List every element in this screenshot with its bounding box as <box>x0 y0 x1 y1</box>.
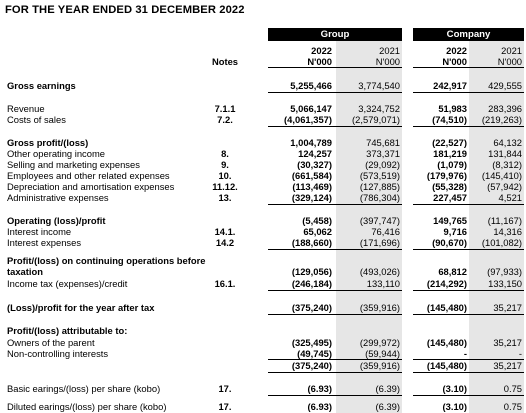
year-company-2021: 2021 <box>501 45 522 56</box>
rule <box>413 92 524 93</box>
unit-company-2021: N'000 <box>497 56 522 67</box>
row-label: Gross earnings <box>7 80 76 91</box>
rule <box>268 372 402 373</box>
row-label: Gross profit/(loss) <box>7 137 89 148</box>
table-row <box>0 226 526 237</box>
unit-group-2022: N'000 <box>307 56 332 67</box>
row-label: Non-controlling interests <box>7 348 109 359</box>
group-2022-value: (375,240) <box>291 360 332 371</box>
company-2021-value: 0.75 <box>503 383 522 394</box>
row-label: Basic earings/(loss) per share (kobo) <box>7 383 161 394</box>
group-2022-value: (325,495) <box>291 337 332 348</box>
row-note: 17. <box>218 383 232 394</box>
year-group-2021: 2021 <box>379 45 400 56</box>
table-row <box>0 215 526 226</box>
table-row <box>0 181 526 192</box>
rule <box>268 395 402 396</box>
company-2021-value: 133,150 <box>488 278 522 289</box>
row-note: 7.2. <box>217 114 233 125</box>
group-2021-value: (6.39) <box>375 383 400 394</box>
group-2022-value: (329,124) <box>291 192 332 203</box>
notes-header: Notes <box>211 56 239 67</box>
row-note: 7.1.1 <box>214 103 236 114</box>
group-2021-value: (29,092) <box>365 159 400 170</box>
row-label: Depreciation and amortisation expenses <box>7 181 175 192</box>
group-2022-value: (4,061,357) <box>284 114 332 125</box>
unit-group-2021: N'000 <box>375 56 400 67</box>
group-2021-value: (2,579,071) <box>352 114 400 125</box>
company-2022-value: - <box>463 348 467 359</box>
statement-title: FOR THE YEAR ENDED 31 DECEMBER 2022 <box>5 4 245 16</box>
company-2021-value: 35,217 <box>493 360 522 371</box>
row-label: Operating (loss)/profit <box>7 215 106 226</box>
company-2021-value: (57,942) <box>487 181 522 192</box>
group-2021-value: 76,416 <box>371 226 400 237</box>
table-row <box>0 348 526 359</box>
company-2021-value: (8,312) <box>492 159 522 170</box>
year-company-2022: 2022 <box>446 45 467 56</box>
row-label: (Loss)/profit for the year after tax <box>7 302 155 313</box>
company-2021-value: 0.75 <box>503 401 522 412</box>
group-2022-value: (30,327) <box>297 159 332 170</box>
row-label: Diluted earings/(loss) per share (kobo) <box>7 401 167 412</box>
group-2022-value: (661,584) <box>291 170 332 181</box>
group-2022-value: 1,004,789 <box>290 137 332 148</box>
group-2021-value: (786,304) <box>359 192 400 203</box>
rule <box>268 126 402 127</box>
company-2021-value: 283,396 <box>488 103 522 114</box>
group-header: Group <box>268 28 402 41</box>
company-2022-value: 242,917 <box>433 80 467 91</box>
year-header-row <box>0 45 526 56</box>
group-2022-value: 5,255,466 <box>290 80 332 91</box>
company-2022-value: (214,292) <box>426 278 467 289</box>
company-header: Company <box>413 28 524 41</box>
group-2022-value: (188,660) <box>291 237 332 248</box>
row-note: 17. <box>218 401 232 412</box>
row-note: 14.1. <box>214 226 236 237</box>
table-row <box>0 159 526 170</box>
row-note: 16.1. <box>214 278 236 289</box>
company-2022-value: (145,480) <box>426 360 467 371</box>
table-row <box>0 137 526 148</box>
rule <box>413 395 524 396</box>
company-2022-value: (90,670) <box>432 237 467 248</box>
company-2022-value: (1,079) <box>437 159 467 170</box>
company-2022-value: 9,716 <box>443 226 467 237</box>
group-2021-value: (359,916) <box>359 302 400 313</box>
table-row <box>0 192 526 203</box>
row-label: Revenue <box>7 103 45 114</box>
table-row <box>0 266 526 277</box>
company-2022-value: (74,510) <box>432 114 467 125</box>
row-label: Profit/(loss) attributable to: <box>7 325 128 336</box>
rule <box>268 290 402 291</box>
group-2021-value: (299,972) <box>359 337 400 348</box>
company-2022-value: (55,328) <box>432 181 467 192</box>
group-2021-value: 745,681 <box>366 137 400 148</box>
company-2022-value: (22,527) <box>432 137 467 148</box>
row-note: 14.2 <box>215 237 235 248</box>
group-2022-value: (5,458) <box>302 215 332 226</box>
table-row <box>0 401 526 412</box>
row-label: Administrative expenses <box>7 192 109 203</box>
unit-company-2022: N'000 <box>442 56 467 67</box>
row-label: Costs of sales <box>7 114 66 125</box>
group-2021-value: (59,944) <box>365 348 400 359</box>
company-2022-value: (3.10) <box>442 401 467 412</box>
row-note: 9. <box>221 159 229 170</box>
row-label: Profit/(loss) on continuing operations before <box>7 255 206 266</box>
row-label: Owners of the parent <box>7 337 95 348</box>
year-group-2022: 2022 <box>311 45 332 56</box>
table-row <box>0 325 526 336</box>
rule <box>413 290 524 291</box>
row-label: Employees and other related expenses <box>7 170 170 181</box>
table-row <box>0 103 526 114</box>
group-2022-value: (129,056) <box>291 266 332 277</box>
company-2021-value: 429,555 <box>488 80 522 91</box>
group-2022-value: 65,062 <box>303 226 332 237</box>
company-2022-value: (179,976) <box>426 170 467 181</box>
group-2021-value: 3,324,752 <box>358 103 400 114</box>
group-2021-value: (6.39) <box>375 401 400 412</box>
rule <box>413 126 524 127</box>
group-2021-value: (127,885) <box>359 181 400 192</box>
company-2021-value: (145,410) <box>481 170 522 181</box>
company-2022-value: (145,480) <box>426 337 467 348</box>
company-2022-value: (145,480) <box>426 302 467 313</box>
row-label: Interest expenses <box>7 237 82 248</box>
company-2022-value: 51,983 <box>438 103 467 114</box>
group-2021-value: (493,026) <box>359 266 400 277</box>
company-2021-value: 64,132 <box>493 137 522 148</box>
company-2021-value: (11,167) <box>487 215 522 226</box>
company-2021-value: - <box>518 348 522 359</box>
table-row <box>0 148 526 159</box>
group-2021-value: (359,916) <box>359 360 400 371</box>
group-2021-value: 133,110 <box>366 278 400 289</box>
table-row <box>0 170 526 181</box>
company-2022-value: 149,765 <box>433 215 467 226</box>
company-2022-value: 68,812 <box>438 266 467 277</box>
table-row <box>0 278 526 289</box>
company-2021-value: (97,933) <box>487 266 522 277</box>
group-2022-value: (6.93) <box>307 401 332 412</box>
rule <box>413 249 524 250</box>
group-2021-value: (573,519) <box>359 170 400 181</box>
rule <box>268 249 402 250</box>
table-row <box>0 237 526 248</box>
header-rule-group <box>268 67 402 68</box>
row-note: 8. <box>221 148 229 159</box>
row-label: Interest income <box>7 226 72 237</box>
table-row <box>0 302 526 313</box>
table-row <box>0 383 526 394</box>
row-note: 13. <box>218 192 232 203</box>
company-2021-value: 131,844 <box>488 148 522 159</box>
company-2021-value: 14,316 <box>493 226 522 237</box>
table-row <box>0 255 526 266</box>
table-row <box>0 114 526 125</box>
rule <box>268 314 402 315</box>
company-2021-value: 4,521 <box>498 192 522 203</box>
row-note: 11.12. <box>212 181 238 192</box>
group-2021-value: 373,371 <box>366 148 400 159</box>
header-rule-company <box>413 67 524 68</box>
company-2021-value: (219,263) <box>481 114 522 125</box>
group-2022-value: (49,745) <box>297 348 332 359</box>
company-2022-value: (3.10) <box>442 383 467 394</box>
unit-header-row <box>0 56 526 67</box>
company-2022-value: 227,457 <box>433 192 467 203</box>
rule <box>268 92 402 93</box>
group-2022-value: 124,257 <box>298 148 332 159</box>
company-2021-value: 35,217 <box>493 302 522 313</box>
row-label: Income tax (expenses)/credit <box>7 278 128 289</box>
row-label: Selling and marketing expenses <box>7 159 140 170</box>
row-label: Other operating income <box>7 148 105 159</box>
group-2022-value: (6.93) <box>307 383 332 394</box>
group-2022-value: 5,066,147 <box>290 103 332 114</box>
row-note: 10. <box>218 170 232 181</box>
rule <box>268 204 402 205</box>
rule <box>413 314 524 315</box>
table-row <box>0 80 526 91</box>
group-2022-value: (246,184) <box>291 278 332 289</box>
row-label: taxation <box>7 266 43 277</box>
table-row <box>0 360 526 371</box>
rule <box>413 372 524 373</box>
group-2022-value: (375,240) <box>291 302 332 313</box>
group-2021-value: (171,696) <box>359 237 400 248</box>
group-2021-value: (397,747) <box>359 215 400 226</box>
table-row <box>0 337 526 348</box>
group-2022-value: (113,469) <box>292 181 332 192</box>
company-2021-value: 35,217 <box>493 337 522 348</box>
company-2021-value: (101,082) <box>481 237 522 248</box>
rule <box>413 204 524 205</box>
company-2022-value: 181,219 <box>433 148 467 159</box>
group-2021-value: 3,774,540 <box>358 80 400 91</box>
